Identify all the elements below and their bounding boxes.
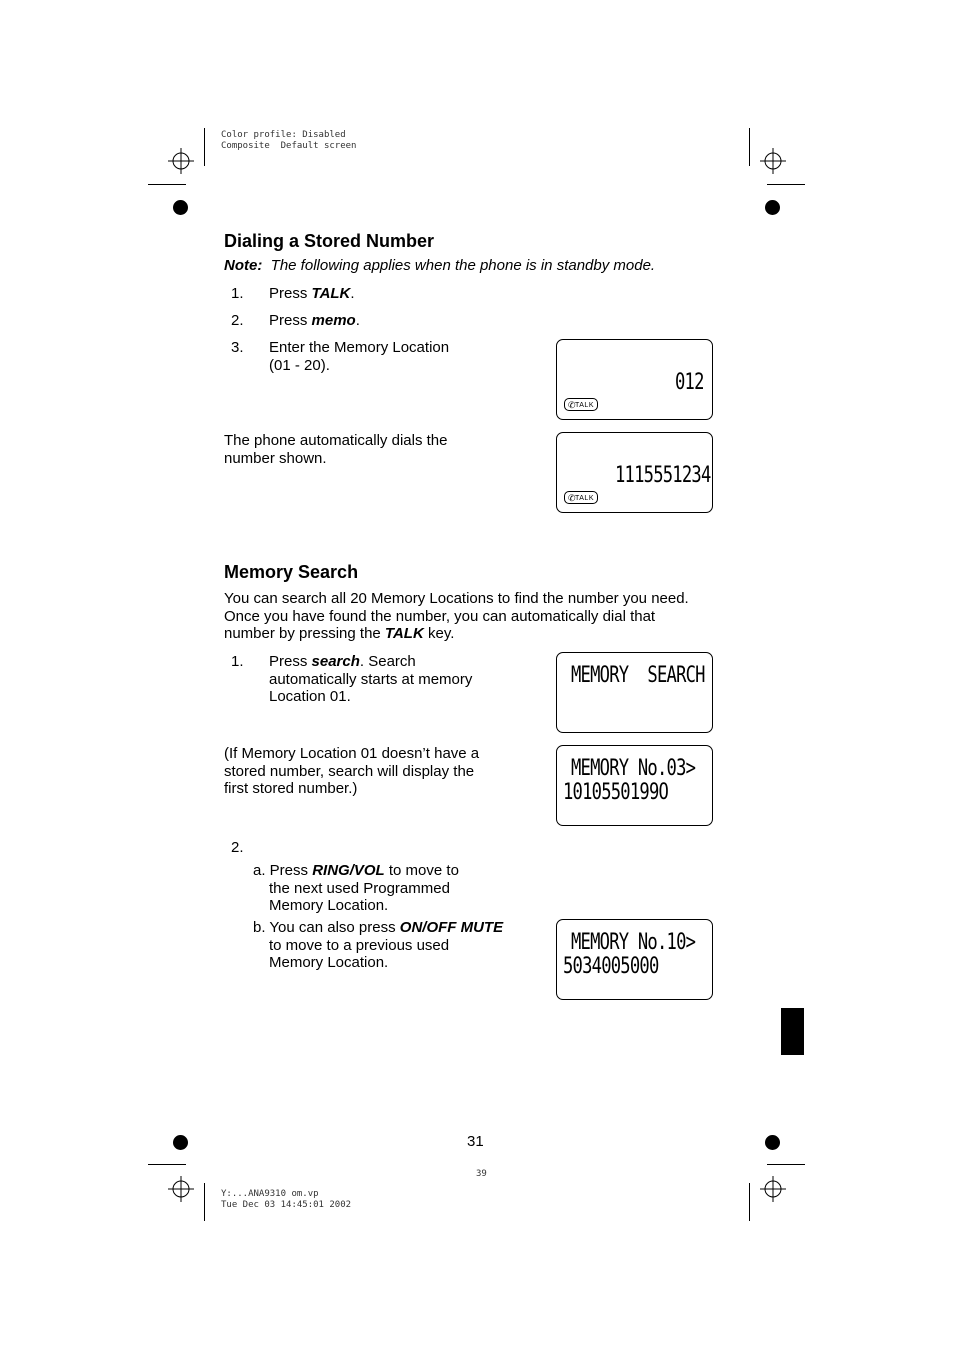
printer-info-bottom <box>221 1189 351 1211</box>
step-line: Memory Location. <box>269 954 389 971</box>
printer-line: Y:...ANA9310 om.vp <box>221 1189 319 1199</box>
step-enter-location <box>269 339 449 374</box>
step-line <box>253 862 459 880</box>
step-text: Enter the Memory Location <box>269 339 450 356</box>
section-heading-search: Memory Search <box>224 562 359 582</box>
talk-indicator <box>564 398 598 411</box>
page-number: 31 <box>467 1133 484 1150</box>
printer-info-top <box>221 130 356 152</box>
body-line <box>224 625 689 643</box>
crop-mark <box>749 1183 750 1221</box>
note <box>224 257 655 275</box>
body-line: You can search all 20 Memory Locations to find the number you need. <box>224 590 689 607</box>
lcd-text: 1010550199O <box>563 780 669 805</box>
lcd-text: 012 <box>675 370 704 395</box>
section-heading-dialing: Dialing a Stored Number <box>224 231 435 251</box>
crop-mark <box>767 1164 805 1165</box>
step-text: . <box>355 312 360 329</box>
key-name: search <box>311 653 360 670</box>
lcd-text: 5034005000 <box>563 954 659 979</box>
step-text: Press <box>269 312 312 329</box>
crop-mark <box>204 128 205 166</box>
step-number: 2. <box>231 839 244 856</box>
step-press-search <box>269 653 472 706</box>
handset-icon: ✆ <box>568 400 577 410</box>
step-text: . <box>350 285 355 302</box>
registration-mark-icon <box>168 1176 194 1202</box>
step-line: Memory Location. <box>269 897 389 914</box>
key-name: TALK <box>384 625 424 642</box>
lcd-text: MEMORY SEARCH <box>571 663 705 688</box>
lcd-text: 1115551234 <box>615 463 711 488</box>
lcd-display-number <box>556 432 713 513</box>
talk-indicator-label: TALK <box>575 495 594 502</box>
step-text: (01 - 20). <box>269 356 330 374</box>
body-line: Once you have found the number, you can automatically dial that <box>224 607 656 625</box>
body-line: number shown. <box>224 449 327 467</box>
auto-dial-text <box>224 432 447 467</box>
step-number: 3. <box>231 339 244 356</box>
step-number: 2. <box>231 312 244 329</box>
registration-dot <box>765 1135 780 1150</box>
registration-mark-icon <box>168 148 194 174</box>
search-intro <box>224 590 689 643</box>
key-name: ON/OFF MUTE <box>399 919 504 936</box>
talk-indicator <box>564 491 598 504</box>
step-2b <box>253 919 503 972</box>
step-line: to move to a previous used <box>269 936 450 954</box>
key-name: memo <box>311 312 356 329</box>
registration-mark-icon <box>760 1176 786 1202</box>
step-text: to move to <box>384 862 459 879</box>
crop-mark <box>767 184 805 185</box>
step-press-talk <box>269 285 355 303</box>
step-line <box>253 919 503 937</box>
step-text: Press <box>269 285 312 302</box>
step-line: the next used Programmed <box>269 879 450 897</box>
crop-mark <box>148 1164 186 1165</box>
thumb-tab <box>781 1008 804 1055</box>
body-line: stored number, search will display the <box>224 762 475 780</box>
body-text: number by pressing the <box>224 625 385 642</box>
body-line: first stored number.) <box>224 780 358 797</box>
handset-icon: ✆ <box>568 493 577 503</box>
lcd-display-memory-search <box>556 652 713 733</box>
step-text: b. You can also press <box>253 919 400 936</box>
step-text: Press <box>269 653 312 670</box>
crop-mark <box>749 128 750 166</box>
talk-indicator-label: TALK <box>575 402 594 409</box>
registration-dot <box>765 200 780 215</box>
body-line: The phone automatically dials the <box>224 432 448 449</box>
step-line: Location 01. <box>269 688 351 705</box>
printer-line: Color profile: Disabled <box>221 130 346 140</box>
search-note <box>224 745 479 798</box>
step-line <box>269 653 472 671</box>
step-2a <box>253 862 459 915</box>
lcd-display-memory-03 <box>556 745 713 826</box>
key-name: RING/VOL <box>312 862 385 879</box>
step-number: 1. <box>231 285 244 302</box>
registration-dot <box>173 1135 188 1150</box>
printer-line: Composite Default screen <box>221 141 357 151</box>
step-text: a. Press <box>253 862 313 879</box>
note-label: Note: <box>224 257 263 274</box>
sheet-number: 39 <box>476 1169 487 1179</box>
printer-line: Tue Dec 03 14:45:01 2002 <box>221 1200 352 1210</box>
step-line: automatically starts at memory <box>269 670 473 688</box>
lcd-text: MEMORY No.10> <box>571 930 696 955</box>
crop-mark <box>148 184 186 185</box>
registration-mark-icon <box>760 148 786 174</box>
step-text: . Search <box>359 653 416 670</box>
key-name: TALK <box>311 285 351 302</box>
step-number: 1. <box>231 653 244 670</box>
body-text: key. <box>423 625 455 642</box>
lcd-display-location <box>556 339 713 420</box>
lcd-display-memory-10 <box>556 919 713 1000</box>
step-press-memo <box>269 312 360 330</box>
lcd-text: MEMORY No.03> <box>571 756 696 781</box>
note-text: The following applies when the phone is in standby mode. <box>270 257 656 274</box>
crop-mark <box>204 1183 205 1221</box>
registration-dot <box>173 200 188 215</box>
body-line: (If Memory Location 01 doesn’t have a <box>224 745 480 762</box>
